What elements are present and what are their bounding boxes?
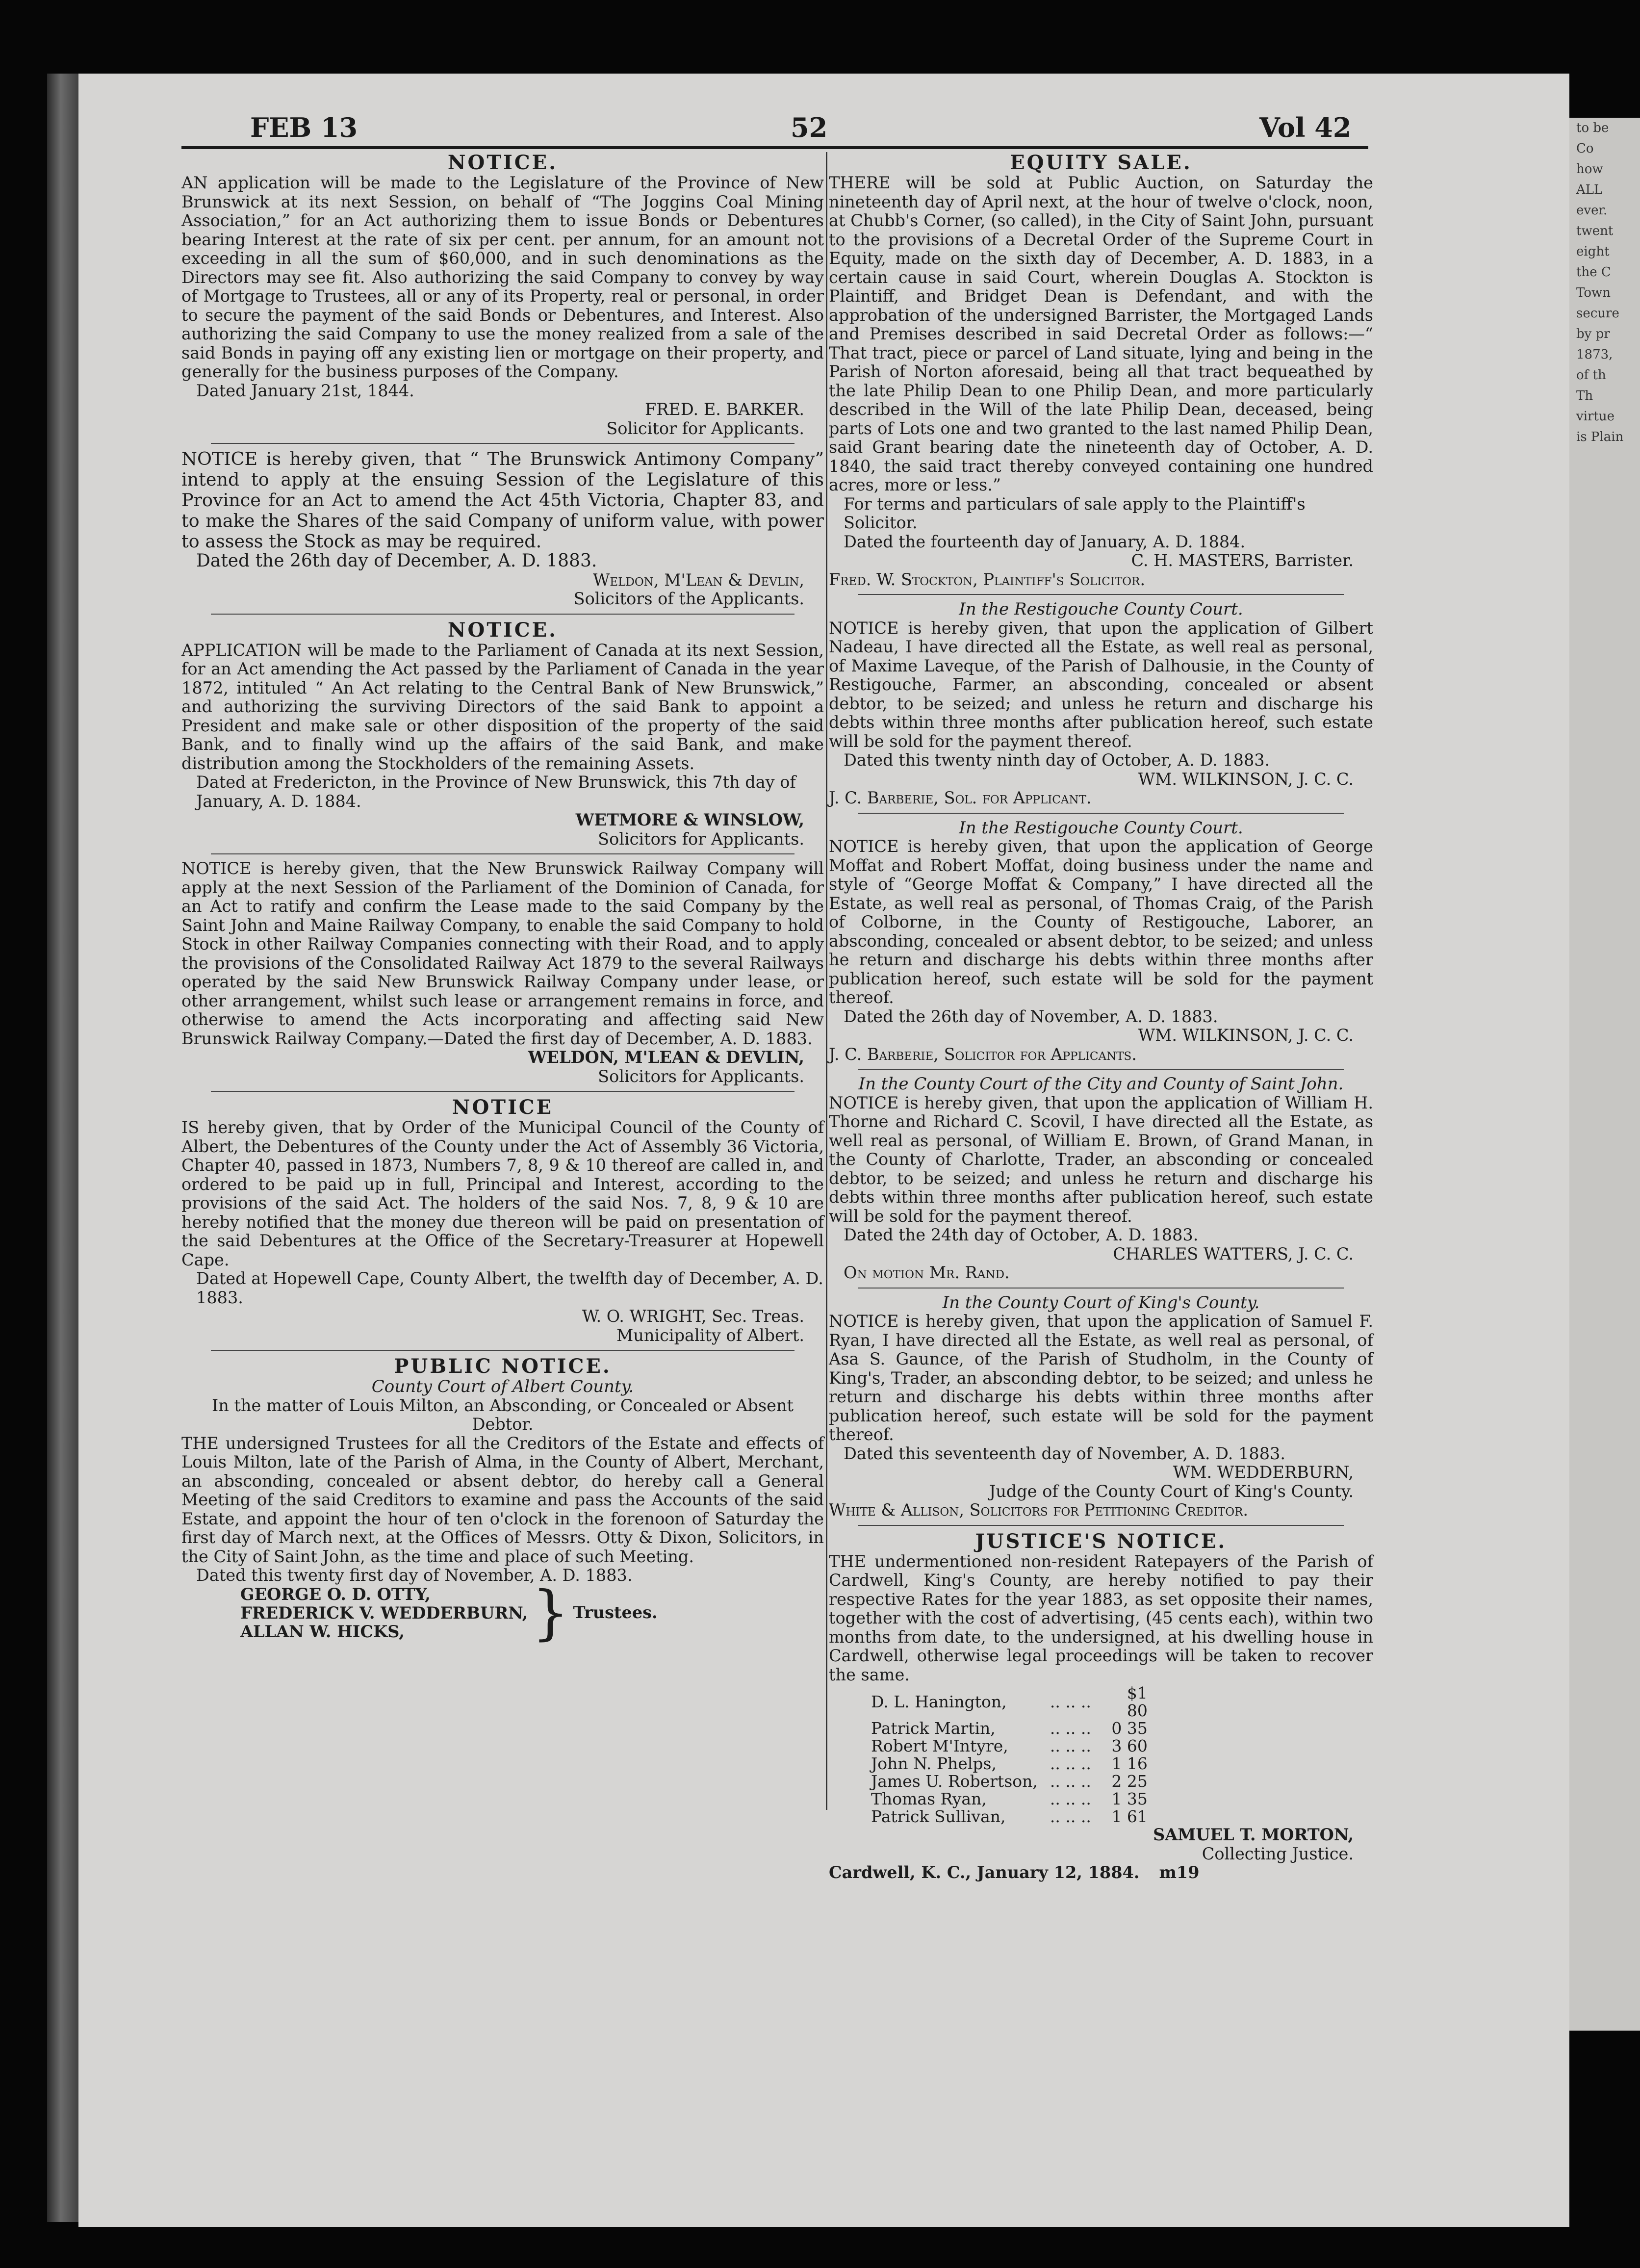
adjacent-page-edge <box>1569 118 1640 2031</box>
header-volume: Vol 42 <box>1259 112 1352 143</box>
notice-date: Dated the 26th day of November, A. D. 1883. <box>844 1006 1218 1026</box>
railway-notice <box>181 859 824 1086</box>
leader-dots: .. .. .. <box>1050 1719 1091 1738</box>
kings-county-notice <box>829 1293 1373 1520</box>
rate-row <box>868 1773 1151 1790</box>
brace-glyph: } <box>532 1578 569 1647</box>
adjacent-page-fragment: how <box>1576 162 1603 177</box>
adjacent-page-fragment: Co <box>1576 141 1594 156</box>
adjacent-page-fragment: twent <box>1576 224 1614 238</box>
solicitor-line: White & Allison, Solicitors for Petitioning Creditor. <box>829 1500 1249 1520</box>
footer-place-date: Cardwell, K. C., January 12, 1884. <box>829 1863 1140 1882</box>
rate-amount: 1 16 <box>1111 1754 1148 1773</box>
divider <box>858 813 1344 814</box>
leader-dots: .. .. .. <box>1050 1692 1091 1711</box>
notice-body: NOTICE is hereby given, that the New Brunswick Railway Company will apply at the next Session of the Parliament of the Dominion of Canada, for an Act to ratify and confirm the Lease made to the said Company by the Saint John and Maine Railway Company, to enable the said Company to hold Stock in other Railway Companies connecting with their Road, and to apply the provisions of the Consolidated Railway Act 1879 to the several Railways operated by the said New Brunswick Railway Company under lease, or other arrangement, whilst such lease or arrangement remains in force, and otherwise to amend the Acts incorporating and affecting said New Brunswick Railway Company.—Dated the first day of December, A. D. 1883. <box>181 859 824 1048</box>
notice-body: NOTICE is hereby given, that “ The Brunswick Antimony Company” intend to apply at the ensuing Session of the Legislature of this Province for an Act to amend the Act 45th Victoria, Chapter 83, and to make the Shares of the said Company of uniform value, with power to assess the Stock as may be required. <box>181 448 824 552</box>
notice-body: NOTICE is hereby given, that upon the application of Gilbert Nadeau, I have directed all the Estate, as well real as personal, of Maxime Laveque, of the Parish of Dalhousie, in the County of Restigouche, Farmer, an absconding, concealed or absent debtor, to be seized; and unless he return and discharge his debts within three months after publication hereof, such estate will be sold for the payment thereof. <box>829 618 1373 751</box>
rate-amount: 0 35 <box>1111 1719 1148 1738</box>
adjacent-page-fragment: secure <box>1576 306 1619 321</box>
rate-amount: $1 80 <box>1127 1683 1148 1720</box>
saint-john-notice <box>829 1075 1373 1283</box>
ratepayer-name: D. L. Hanington, <box>871 1692 1007 1711</box>
central-bank-notice <box>181 619 824 849</box>
left-column <box>181 151 824 1647</box>
notice-date: Dated at Fredericton, in the Province of New Brunswick, this 7th day of January, A. D. 1884. <box>196 773 796 811</box>
matter-heading: In the matter of Louis Milton, an Absconding, or Concealed or Absent Debtor. <box>211 1395 794 1434</box>
notice-signer: WELDON, M'LEAN & DEVLIN, <box>528 1048 804 1067</box>
trustee-names <box>240 1585 528 1641</box>
antimony-notice <box>181 449 824 609</box>
notice-date: Dated at Hopewell Cape, County Albert, the twelfth day of December, A. D. 1883. <box>196 1269 823 1307</box>
notice-title: NOTICE. <box>447 618 558 642</box>
notice-date: Dated the 26th day of December, A. D. 1883. <box>196 551 597 571</box>
leader-dots: .. .. .. <box>1050 1807 1091 1826</box>
rate-row <box>868 1720 1151 1737</box>
adjacent-page-fragment: 1873, <box>1576 347 1613 362</box>
debenture-notice <box>181 1097 824 1345</box>
book-binding <box>47 74 81 2222</box>
ratepayer-name: Patrick Sullivan, <box>871 1807 1006 1826</box>
notice-signer: W. O. WRIGHT, Sec. Treas. <box>582 1307 804 1326</box>
notice-body: APPLICATION will be made to the Parliament of Canada at its next Session, for an Act amending the Act passed by the Parliament of Canada in the year 1872, intituled “ An Act relating to the Central Bank of New Brunswick,” and authorizing the surviving Directors of the said Bank to appoint a President and make sale or other disposition of the property of the said Bank, and to finally wind up the affairs of the said Bank, and make distribution among the Stockholders of the remaining Assets. <box>181 640 824 773</box>
adjacent-page-fragment: ALL <box>1576 182 1603 197</box>
trustee-name: GEORGE O. D. OTTY, <box>240 1584 431 1604</box>
header-rule <box>181 146 1368 149</box>
equity-sale <box>829 152 1373 589</box>
trustees-label: Trustees. <box>573 1603 658 1623</box>
notice-date: Dated this seventeenth day of November, A. D. 1883. <box>844 1443 1285 1463</box>
notice-signer-role: Municipality of Albert. <box>616 1325 804 1345</box>
notice-date: Dated the fourteenth day of January, A. D. 1884. <box>844 532 1246 551</box>
right-column <box>829 152 1373 1882</box>
leader-dots: .. .. .. <box>1050 1754 1091 1773</box>
trustee-name: ALLAN W. HICKS, <box>240 1622 405 1641</box>
ratepayer-table <box>868 1684 1151 1826</box>
notice-signer: C. H. MASTERS, Barrister. <box>1131 551 1354 570</box>
notice-signer-role: Solicitors for Applicants. <box>598 829 804 849</box>
rate-amount: 3 60 <box>1111 1736 1148 1755</box>
trustee-name: FREDERICK V. WEDDERBURN, <box>240 1603 528 1623</box>
divider <box>211 1350 794 1351</box>
notice-signer: CHARLES WATTERS, J. C. C. <box>1113 1244 1354 1263</box>
leader-dots: .. .. .. <box>1050 1772 1091 1791</box>
notice-title: PUBLIC NOTICE. <box>394 1355 612 1378</box>
adjacent-page-fragment: by pr <box>1576 327 1610 341</box>
divider <box>858 1288 1344 1289</box>
notice-signer: WM. WILKINSON, J. C. C. <box>1138 1026 1354 1045</box>
public-notice <box>181 1355 824 1647</box>
solicitor-line: J. C. Barberie, Solicitor for Applicants. <box>829 1044 1137 1064</box>
notice-body: IS hereby given, that by Order of the Municipal Council of the County of Albert, the Debentures of the County under the Act of Assembly 36 Victoria, Chapter 40, passed in 1873, Numbers 7, 8, 9 & 10 thereof are called in, and ordered to be paid up in full, Principal and Interest, according to the provisions of the said Act. The holders of the said Nos. 7, 8, 9 & 10 are hereby notified that the money due thereon will be paid on presentation of the said Debentures at the Office of the Secretary-Treasurer at Hopewell Cape. <box>181 1118 824 1269</box>
rate-row <box>868 1808 1151 1826</box>
court-heading: In the Restigouche County Court. <box>959 599 1243 619</box>
justices-notice <box>829 1531 1373 1882</box>
solicitor-line: J. C. Barberie, Sol. for Applicant. <box>829 788 1092 807</box>
ratepayer-name: Patrick Martin, <box>871 1719 996 1738</box>
joggins-notice <box>181 152 824 438</box>
court-heading: In the County Court of the City and County of Saint John. <box>858 1074 1344 1094</box>
trustees-block <box>240 1578 824 1647</box>
divider <box>858 594 1344 595</box>
adjacent-page-fragment: Th <box>1576 388 1593 403</box>
column-divider <box>826 152 827 1810</box>
notice-signer: Weldon, M'Lean & Devlin, <box>592 570 804 590</box>
notice-signer: WETMORE & WINSLOW, <box>575 810 804 829</box>
rate-row <box>868 1737 1151 1755</box>
adjacent-page-fragment: is Plain <box>1576 430 1624 444</box>
rate-amount: 1 35 <box>1111 1789 1148 1808</box>
notice-date: Dated January 21st, 1844. <box>196 381 414 400</box>
notice-body: AN application will be made to the Legislature of the Province of New Brunswick at its next Session, on behalf of “The Joggins Coal Mining Association,” for an Act authorizing them to issue Bonds or Debentures bearing Interest at the rate of six per cent. per annum, for an amount not exceeding in all the sum of $60,000, and in such denominations as the Directors may see fit. Also authorizing the said Company to convey by way of Mortgage to Trustees, all or any of its Property, real or personal, in order to secure the payment of the said Bonds or Debentures, and Interest. Also authorizing the said Company to use the money realized from a sale of the said Bonds in paying off any existing lien or mortgage on their property, and generally for the business purposes of the Company. <box>181 173 824 381</box>
adjacent-page-fragment: eight <box>1576 244 1610 259</box>
notice-signer: WM. WILKINSON, J. C. C. <box>1138 769 1354 789</box>
notice-title: JUSTICE'S NOTICE. <box>975 1529 1227 1553</box>
divider <box>211 1091 794 1092</box>
sale-terms: For terms and particulars of sale apply to the Plaintiff's Solicitor. <box>844 494 1306 532</box>
notice-signer: FRED. E. BARKER. <box>644 400 804 419</box>
rate-row <box>868 1684 1151 1720</box>
notice-title: NOTICE <box>452 1096 554 1119</box>
divider <box>211 853 794 854</box>
adjacent-page-fragment: Town <box>1576 285 1611 300</box>
court-heading: In the County Court of King's County. <box>942 1292 1260 1313</box>
notice-signer-role: Solicitors for Applicants. <box>598 1066 804 1086</box>
notice-signer-role: Solicitors of the Applicants. <box>573 589 804 608</box>
notice-body: THE undersigned Trustees for all the Creditors of the Estate and effects of Louis Milton, late of the Parish of Alma, in the County of Albert, Merchant, an absconding, concealed or absent debtor, do hereby call a General Meeting of the said Creditors to examine and pass the Accounts of the said Estate, and appoint the hour of ten o'clock in the forenoon of Saturday the first day of March next, at the Offices of Messrs. Otty & Dixon, Solicitors, in the City of Saint John, as the time and place of such Meeting. <box>181 1433 824 1566</box>
leader-dots: .. .. .. <box>1050 1789 1091 1808</box>
restigouche-notice-1 <box>829 600 1373 808</box>
adjacent-page-fragment: the C <box>1576 265 1611 280</box>
header-date: FEB 13 <box>250 112 358 143</box>
adjacent-page-fragment: virtue <box>1576 409 1615 424</box>
notice-date: Dated this twenty ninth day of October, A. D. 1883. <box>844 750 1270 770</box>
notice-signer-role: Judge of the County Court of King's County. <box>989 1481 1354 1501</box>
leader-dots: .. .. .. <box>1050 1736 1091 1755</box>
notice-title: NOTICE. <box>447 151 558 174</box>
rate-row <box>868 1790 1151 1808</box>
notice-signer-role: Solicitor for Applicants. <box>606 418 804 438</box>
ratepayer-name: James U. Robertson, <box>871 1772 1038 1791</box>
notice-body: NOTICE is hereby given, that upon the application of Samuel F. Ryan, I have directed all the Estate, as well real as personal, of Asa S. Gaunce, of the Parish of Studholm, in the County of King's, Trader, an absconding debtor, to be seized; and unless he return and discharge his debts within three months after publication hereof, such estate will be sold for the payment thereof. <box>829 1312 1373 1444</box>
divider <box>211 443 794 444</box>
court-heading: In the Restigouche County Court. <box>959 818 1243 838</box>
notice-body: NOTICE is hereby given, that upon the application of George Moffat and Robert Moffat, doing business under the name and style of “George Moffat & Company,” I have directed all the Estate, as well real as personal, of Thomas Craig, of the Parish of Colborne, in the County of Restigouche, Laborer, an absconding, concealed or absent debtor, to be seized; and unless he return and discharge his debts within three months after publication hereof, such estate will be sold for the payment thereof. <box>829 837 1373 1007</box>
divider <box>858 1069 1344 1070</box>
footer-code: m19 <box>1159 1863 1200 1882</box>
ratepayer-name: Robert M'Intyre, <box>871 1736 1008 1755</box>
header-page-number: 52 <box>791 112 828 143</box>
restigouche-notice-2 <box>829 819 1373 1064</box>
divider <box>858 1525 1344 1526</box>
divider <box>211 614 794 615</box>
rate-amount: 2 25 <box>1111 1772 1148 1791</box>
solicitor-line: Fred. W. Stockton, Plaintiff's Solicitor. <box>829 569 1146 589</box>
ratepayer-name: John N. Phelps, <box>871 1754 997 1773</box>
notice-signer: SAMUEL T. MORTON, <box>1153 1825 1354 1844</box>
notice-date: Dated this twenty first day of November, A. D. 1883. <box>196 1566 633 1585</box>
rate-amount: 1 61 <box>1111 1807 1148 1826</box>
motion-line: On motion Mr. Rand. <box>844 1263 1010 1282</box>
notice-body: NOTICE is hereby given, that upon the application of William H. Thorne and Richard C. Scovil, I have directed all the Estate, as well real as personal, of William E. Brown, of Grand Manan, in the County of Charlotte, Trader, an absconding or concealed debtor, to be seized; and unless he return and discharge his debts within three months after publication hereof, such estate will be sold for the payment thereof. <box>829 1093 1373 1226</box>
ratepayer-name: Thomas Ryan, <box>871 1789 987 1808</box>
notice-body: THERE will be sold at Public Auction, on Saturday the nineteenth day of April next, at the hour of twelve o'clock, noon, at Chubb's Corner, (so called), in the City of Saint John, pursuant to the provisions of a Decretal Order of the Supreme Court in Equity, made on the sixth day of December, A. D. 1883, in a certain cause in said Court, wherein Douglas A. Stockton is Plaintiff, and Bridget Dean is Defendant, and with the approbation of the undersigned Barrister, the Mortgaged Lands and Premises described in said Decretal Order as follows:—“ That tract, piece or parcel of Land situate, lying and being in the Parish of Norton aforesaid, being all that tract bequeathed by the late Philip Dean to one Philip Dean, and more particularly described in the Will of the late Philip Dean, deceased, being parts of Lots one and two granted to the last named Philip Dean, said Grant bearing date the nineteenth day of October, A. D. 1840, the said tract thereby conveyed containing one hundred acres, more or less.” <box>829 173 1373 494</box>
adjacent-page-fragment: ever. <box>1576 203 1608 218</box>
notice-title: EQUITY SALE. <box>1010 151 1192 174</box>
notice-body: THE undermentioned non-resident Ratepayers of the Parish of Cardwell, King's County, are hereby notified to pay their respective Rates for the year 1883, as set opposite their names, together with the cost of advertising, (45 cents each), within two months from date, to the undersigned, at his dwelling house in Cardwell, otherwise legal proceedings will be taken to recover the same. <box>829 1551 1373 1684</box>
notice-signer: WM. WEDDERBURN, <box>1173 1463 1354 1482</box>
adjacent-page-fragment: of th <box>1576 368 1606 383</box>
adjacent-page-fragment: to be <box>1576 121 1609 135</box>
rate-row <box>868 1755 1151 1773</box>
court-heading: County Court of Albert County. <box>371 1377 634 1396</box>
notice-date: Dated the 24th day of October, A. D. 1883. <box>844 1225 1199 1244</box>
notice-signer-role: Collecting Justice. <box>1202 1844 1354 1863</box>
notice-footer <box>829 1863 1373 1882</box>
